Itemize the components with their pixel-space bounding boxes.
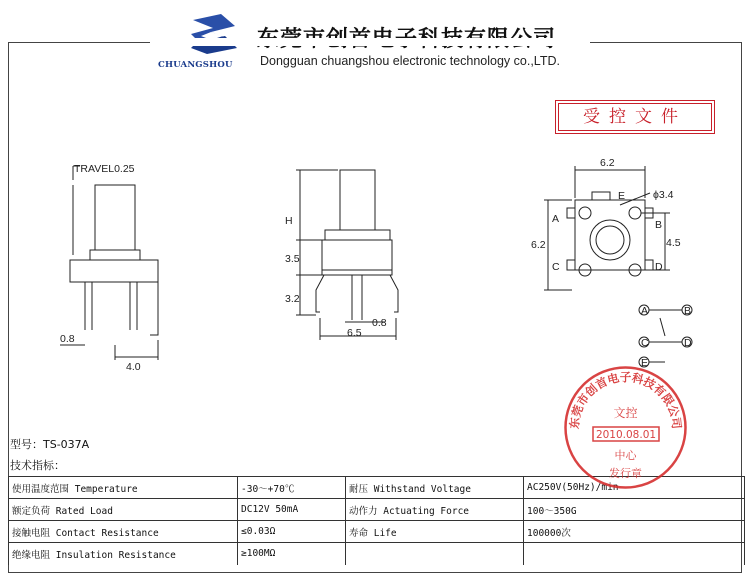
spec-value: AC250V(50Hz)/min — [524, 477, 745, 499]
dim-3-2: 3.2 — [285, 293, 300, 305]
seal-center-text: 中心 — [614, 449, 637, 462]
front-view-middle — [296, 170, 398, 340]
spec-label: 寿命 Life — [346, 521, 524, 543]
pin-label-e: E — [618, 190, 626, 202]
top-view-right — [544, 166, 670, 290]
pin-label-c: C — [552, 261, 560, 273]
dim-0-8-left: 0.8 — [60, 333, 75, 345]
spec-label: 动作力 Actuating Force — [346, 499, 524, 521]
spec-value — [524, 543, 745, 565]
schematic-label-a: A — [641, 305, 649, 317]
spec-value: ≤0.03Ω — [238, 521, 346, 543]
dim-travel: TRAVEL0.25 — [74, 163, 135, 175]
spec-label: 额定负荷 Rated Load — [9, 499, 238, 521]
pin-label-d: D — [655, 261, 663, 273]
seal-bottom-text: 发行章 — [609, 467, 642, 480]
document-control-seal — [563, 365, 688, 490]
seal-top-text: 文控 — [613, 406, 638, 420]
pin-label-a: A — [552, 213, 560, 225]
table-row — [9, 499, 745, 521]
seal-ring-text: 东莞市创首电子科技有限公司 — [567, 370, 684, 430]
spec-label — [346, 543, 524, 565]
side-view-left — [60, 166, 158, 360]
schematic-label-d: D — [684, 337, 692, 349]
schematic-label-b: B — [684, 305, 692, 317]
seal-date: 2010.08.01 — [595, 429, 657, 441]
model-number: 型号：TS-037A — [10, 438, 90, 451]
logo-wordmark: CHUANGSHOU — [158, 60, 233, 70]
dim-6-2-side: 6.2 — [531, 239, 546, 251]
spec-value: -30～+70℃ — [238, 477, 346, 499]
controlled-document-stamp: 受控文件 — [558, 103, 712, 131]
spec-title: 技术指标： — [10, 459, 65, 472]
dim-6-5: 6.5 — [347, 327, 362, 339]
dim-phi-3-4: ϕ3.4 — [653, 189, 674, 201]
schematic-label-c: C — [641, 337, 649, 349]
dim-3-5: 3.5 — [285, 253, 300, 265]
spec-label: 使用温度范围 Temperature — [9, 477, 238, 499]
spec-label: 接触电阻 Contact Resistance — [9, 521, 238, 543]
table-row — [9, 521, 745, 543]
spec-value: DC12V 50mA — [238, 499, 346, 521]
spec-label: 绝缘电阻 Insulation Resistance — [9, 543, 238, 565]
spec-label: 耐压 Withstand Voltage — [346, 477, 524, 499]
dim-h: H — [285, 215, 293, 227]
pin-label-b: B — [655, 219, 663, 231]
company-name-english: Dongguan chuangshou electronic technology co.,LTD. — [260, 54, 560, 68]
schematic-label-e: E — [641, 357, 649, 369]
dim-4-0: 4.0 — [126, 361, 141, 373]
spec-value: 100～350G — [524, 499, 745, 521]
spec-value: 100000次 — [524, 521, 745, 543]
dim-6-2-top: 6.2 — [600, 157, 615, 169]
dim-4-5: 4.5 — [666, 237, 681, 249]
dim-0-8-mid: 0.8 — [372, 317, 387, 329]
table-row — [9, 543, 745, 565]
spec-value: ≥100MΩ — [238, 543, 346, 565]
